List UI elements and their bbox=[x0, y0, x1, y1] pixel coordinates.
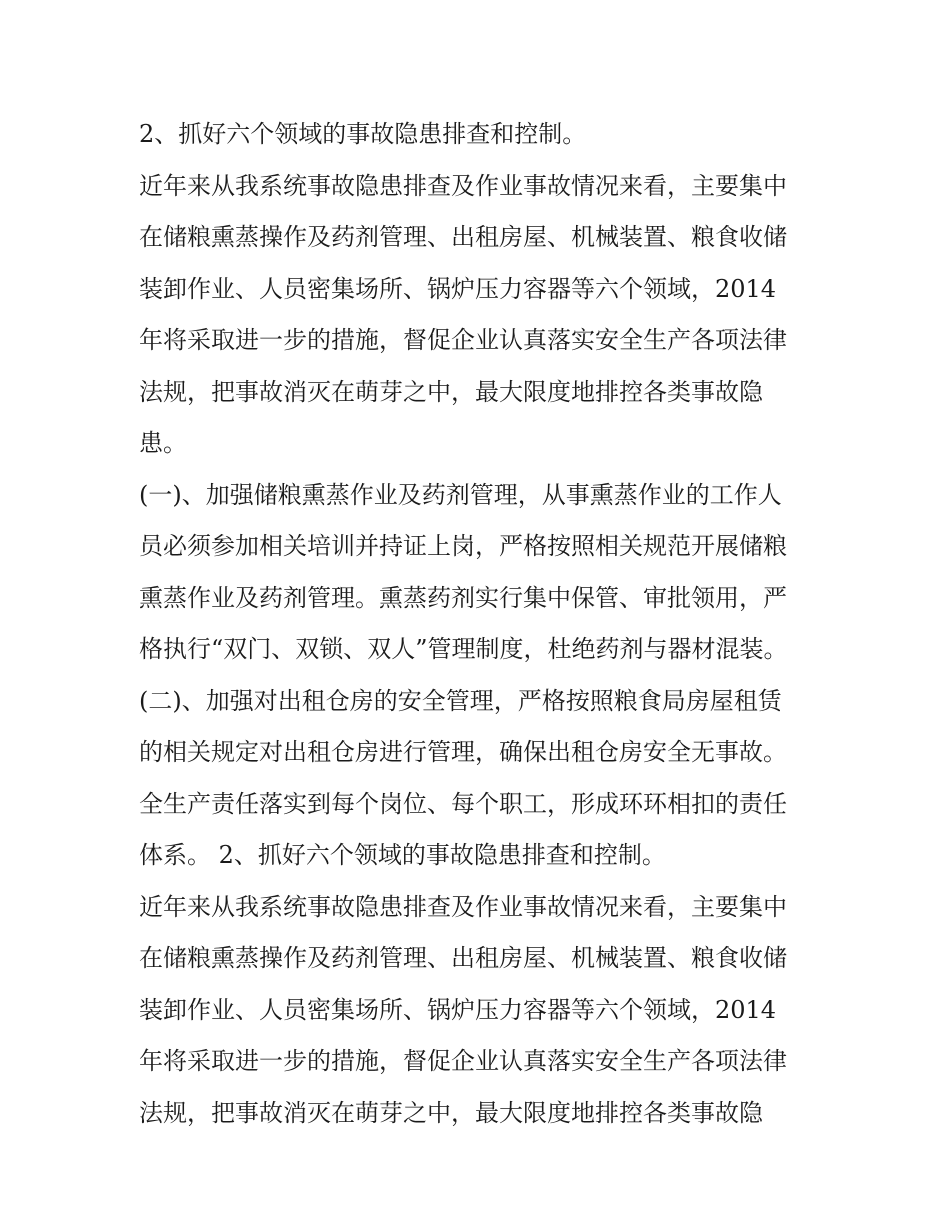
text-line: 的相关规定对出租仓房进行管理，确保出租仓房安全无事故。 bbox=[139, 738, 787, 766]
text-line: 近年来从我系统事故隐患排查及作业事故情况来看，主要集中 bbox=[139, 892, 787, 921]
text-line: 在储粮熏蒸操作及药剂管理、出租房屋、机械装置、粮食收储 bbox=[139, 944, 787, 972]
text-line: 格执行“双门、双锁、双人”管理制度，杜绝药剂与器材混装。 bbox=[139, 635, 788, 663]
text-line: 员必须参加相关培训并持证上岗，严格按照相关规范开展储粮 bbox=[139, 532, 787, 560]
text-line: 装卸作业、人员密集场所、锅炉压力容器等六个领域，2014 bbox=[139, 995, 777, 1024]
text-line: 法规，把事故消灭在萌芽之中，最大限度地排控各类事故隐 bbox=[139, 377, 763, 406]
text-line: 在储粮熏蒸操作及药剂管理、出租房屋、机械装置、粮食收储 bbox=[139, 223, 787, 251]
text-line: 全生产责任落实到每个岗位、每个职工，形成环环相扣的责任 bbox=[139, 789, 787, 818]
text-line: 年将采取进一步的措施，督促企业认真落实安全生产各项法律 bbox=[139, 1047, 787, 1075]
text-line: 2、抓好六个领域的事故隐患排查和控制。 bbox=[139, 120, 587, 148]
document-body bbox=[139, 109, 829, 1139]
text-line: 体系。 2、抓好六个领域的事故隐患排查和控制。 bbox=[139, 841, 666, 869]
text-line: 熏蒸作业及药剂管理。熏蒸药剂实行集中保管、审批领用，严 bbox=[139, 583, 787, 612]
text-line: 法规，把事故消灭在萌芽之中，最大限度地排控各类事故隐 bbox=[139, 1098, 763, 1127]
text-line: 装卸作业、人员密集场所、锅炉压力容器等六个领域，2014 bbox=[139, 274, 777, 303]
text-line: 患。 bbox=[139, 429, 187, 457]
text-line: (二)、加强对出租仓房的安全管理，严格按照粮食局房屋租赁 bbox=[139, 686, 782, 715]
text-line: 近年来从我系统事故隐患排查及作业事故情况来看，主要集中 bbox=[139, 171, 787, 200]
text-line: (一)、加强储粮熏蒸作业及药剂管理，从事熏蒸作业的工作人 bbox=[139, 480, 782, 509]
text-line: 年将采取进一步的措施，督促企业认真落实安全生产各项法律 bbox=[139, 326, 787, 354]
